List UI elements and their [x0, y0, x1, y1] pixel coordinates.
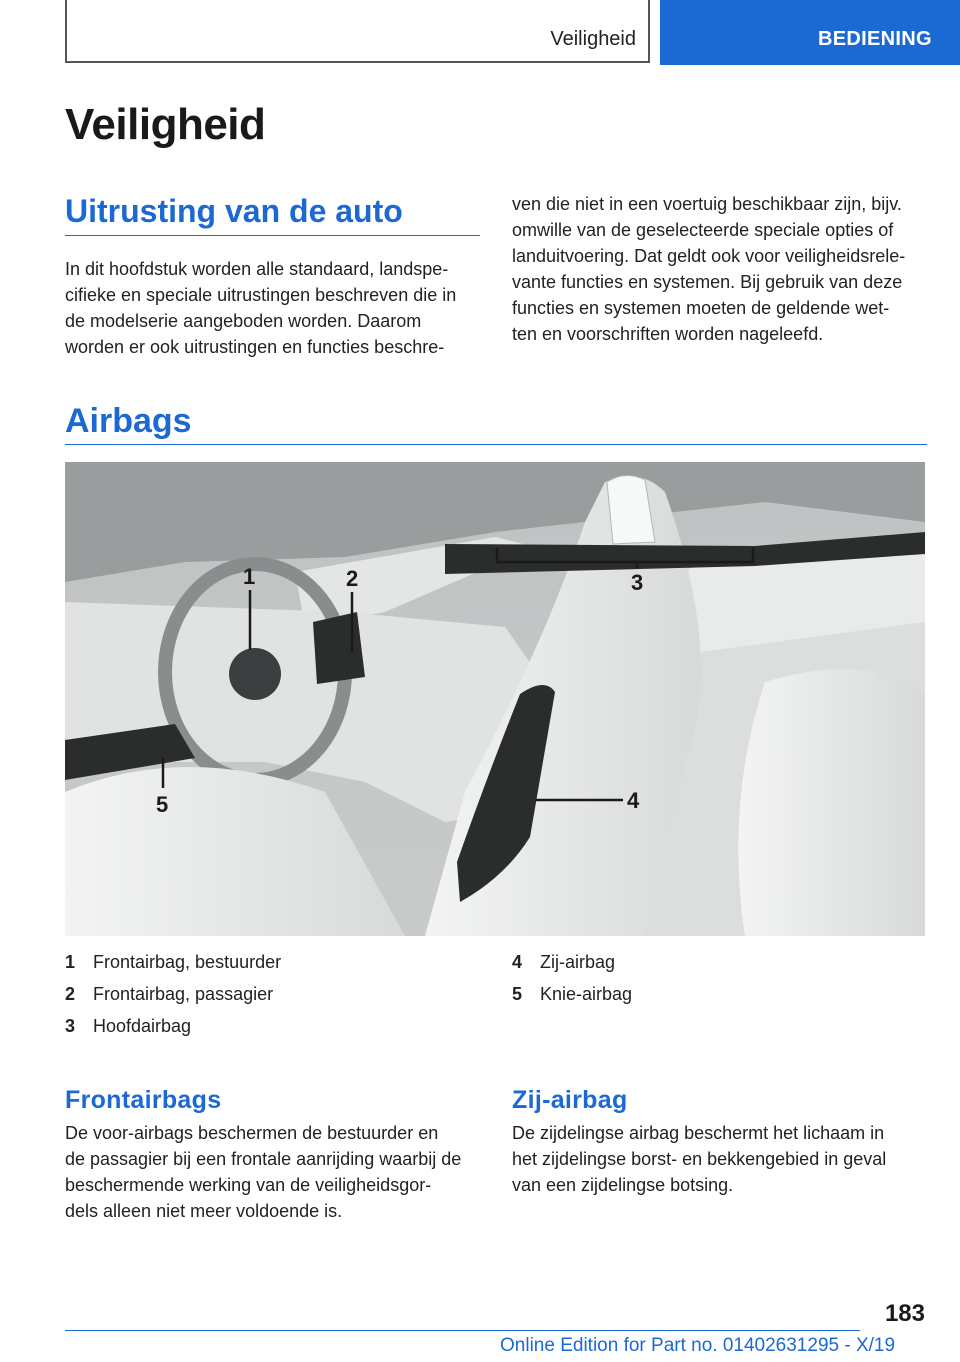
legend-item: 5 Knie-airbag — [512, 984, 633, 1004]
airbag-legend-col1 — [65, 946, 281, 1042]
header-frame — [65, 0, 650, 63]
car-interior-illustration — [65, 462, 925, 936]
frontairbags-heading: Frontairbags — [65, 1086, 222, 1114]
equipment-heading-rule — [65, 235, 480, 236]
passenger-frontairbag-area — [313, 612, 365, 684]
callout-5: 5 — [156, 792, 169, 817]
zijairbag-heading: Zij-airbag — [512, 1086, 628, 1114]
footer-edition-text: Online Edition for Part no. 01402631295 - X/19 — [500, 1335, 896, 1356]
header-section-title: Veiligheid — [550, 28, 636, 50]
callout-2: 2 — [346, 566, 359, 591]
footer-rule — [65, 1330, 860, 1331]
airbags-heading-rule — [65, 444, 927, 445]
callout-1: 1 — [243, 564, 256, 589]
zijairbag-text: De zijdelingse airbag beschermt het lichaam in het zijdelingse borst- en bekkengebied in geval van een zijdelingse botsing. — [512, 1123, 887, 1195]
rear-seat-shape — [738, 669, 925, 936]
airbag-illustration — [65, 462, 925, 936]
page-number: 183 — [884, 1300, 925, 1327]
airbags-heading: Airbags — [65, 402, 192, 440]
airbag-legend-col2 — [512, 946, 632, 1010]
page-title: Veiligheid — [65, 100, 266, 149]
legend-item: 2 Frontairbag, passagier — [65, 984, 274, 1004]
legend-item: 4 Zij-airbag — [512, 952, 616, 972]
callout-3: 3 — [631, 570, 644, 595]
legend-item: 3 Hoofdairbag — [65, 1016, 192, 1036]
legend-item: 1 Frontairbag, bestuurder — [65, 952, 282, 972]
equipment-heading: Uitrusting van de auto — [65, 193, 403, 229]
frontairbags-text: De voor-airbags beschermen de bestuurder en de passagier bij een frontale aanrijding waarbij de beschermende werking van de veiligheidsgor- dels alleen niet meer voldoende is. — [65, 1123, 462, 1221]
header-chapter-tab[interactable]: BEDIENING — [660, 0, 960, 65]
steering-hub-shape — [229, 648, 281, 700]
callout-4: 4 — [627, 788, 640, 813]
equipment-text-col2: ven die niet in een voertuig beschikbaar zijn, bijv. omwille van de geselecteerde speciale opties of landuitvoering. Dat geldt ook voor veiligheidsrele- vante functies en systemen. Bij gebruik van deze functies en systemen moeten de geldende wet- ten en voorschriften worden nageleefd. — [512, 194, 906, 344]
equipment-text-col1: In dit hoofdstuk worden alle standaard, landspe- cifieke en speciale uitrustingen beschreven die in de modelserie aangeboden worden. Daarom worden er ook uitrustingen en functies beschre- — [65, 259, 457, 357]
